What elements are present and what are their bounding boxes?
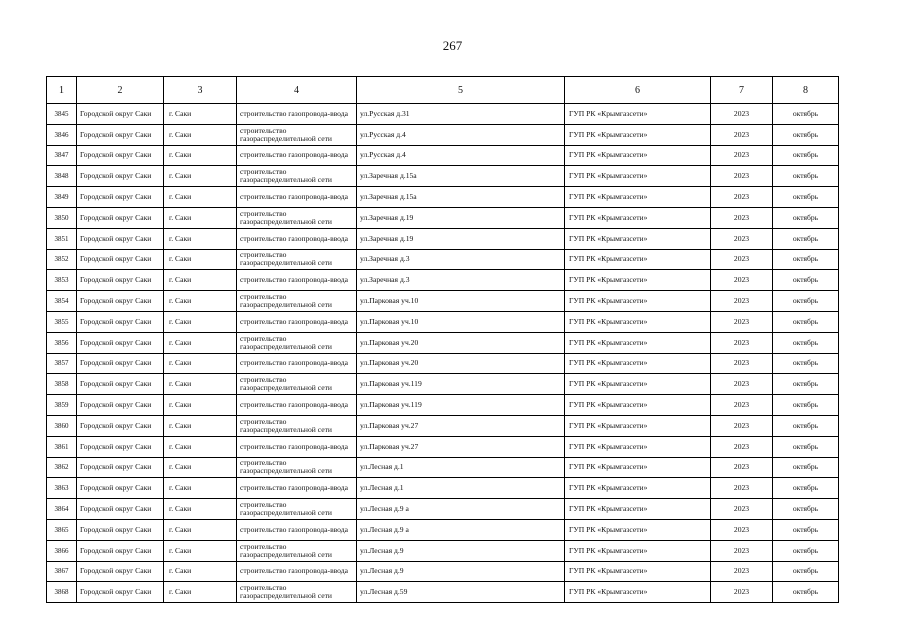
year-cell: 2023	[711, 457, 773, 478]
row-number: 3857	[47, 353, 77, 374]
work-type-cell: строительство газопровода-ввода	[237, 519, 357, 540]
month-cell: октябрь	[773, 374, 839, 395]
address-cell: ул.Заречная д.3	[357, 249, 565, 270]
row-number: 3849	[47, 187, 77, 208]
work-type-cell: строительство газораспределительной сети	[237, 415, 357, 436]
table-row	[47, 311, 839, 332]
month-cell: октябрь	[773, 353, 839, 374]
district-cell: Городской округ Саки	[77, 582, 164, 603]
work-type-cell: строительство газораспределительной сети	[237, 374, 357, 395]
address-cell: ул.Заречная д.19	[357, 207, 565, 228]
year-cell: 2023	[711, 291, 773, 312]
address-cell: ул.Парковая уч.27	[357, 415, 565, 436]
work-type-cell: строительство газопровода-ввода	[237, 436, 357, 457]
year-cell: 2023	[711, 519, 773, 540]
month-cell: октябрь	[773, 124, 839, 145]
row-number: 3859	[47, 395, 77, 416]
address-cell: ул.Заречная д.3	[357, 270, 565, 291]
city-cell: г. Саки	[164, 104, 237, 125]
organization-cell: ГУП РК «Крымгазсети»	[565, 457, 711, 478]
address-cell: ул.Лесная д.9 а	[357, 499, 565, 520]
city-cell: г. Саки	[164, 124, 237, 145]
work-type-cell: строительство газораспределительной сети	[237, 249, 357, 270]
month-cell: октябрь	[773, 270, 839, 291]
month-cell: октябрь	[773, 311, 839, 332]
organization-cell: ГУП РК «Крымгазсети»	[565, 582, 711, 603]
work-type-cell: строительство газораспределительной сети	[237, 499, 357, 520]
city-cell: г. Саки	[164, 166, 237, 187]
organization-cell: ГУП РК «Крымгазсети»	[565, 478, 711, 499]
work-type-cell: строительство газопровода-ввода	[237, 145, 357, 166]
district-cell: Городской округ Саки	[77, 374, 164, 395]
table-row	[47, 519, 839, 540]
address-cell: ул.Русская д.31	[357, 104, 565, 125]
address-cell: ул.Русская д.4	[357, 145, 565, 166]
table-row	[47, 249, 839, 270]
page-number: 267	[442, 38, 463, 53]
year-cell: 2023	[711, 124, 773, 145]
city-cell: г. Саки	[164, 478, 237, 499]
organization-cell: ГУП РК «Крымгазсети»	[565, 332, 711, 353]
city-cell: г. Саки	[164, 415, 237, 436]
table-row	[47, 374, 839, 395]
month-cell: октябрь	[773, 395, 839, 416]
district-cell: Городской округ Саки	[77, 145, 164, 166]
table-row	[47, 415, 839, 436]
month-cell: октябрь	[773, 540, 839, 561]
header-row	[47, 77, 839, 104]
month-cell: октябрь	[773, 415, 839, 436]
organization-cell: ГУП РК «Крымгазсети»	[565, 270, 711, 291]
month-cell: октябрь	[773, 519, 839, 540]
table-row	[47, 166, 839, 187]
district-cell: Городской округ Саки	[77, 332, 164, 353]
row-number: 3855	[47, 311, 77, 332]
district-cell: Городской округ Саки	[77, 311, 164, 332]
address-cell: ул.Лесная д.59	[357, 582, 565, 603]
column-header: 5	[357, 77, 565, 104]
address-cell: ул.Лесная д.1	[357, 457, 565, 478]
city-cell: г. Саки	[164, 395, 237, 416]
organization-cell: ГУП РК «Крымгазсети»	[565, 104, 711, 125]
row-number: 3861	[47, 436, 77, 457]
year-cell: 2023	[711, 187, 773, 208]
month-cell: октябрь	[773, 187, 839, 208]
row-number: 3845	[47, 104, 77, 125]
organization-cell: ГУП РК «Крымгазсети»	[565, 228, 711, 249]
district-cell: Городской округ Саки	[77, 436, 164, 457]
organization-cell: ГУП РК «Крымгазсети»	[565, 249, 711, 270]
organization-cell: ГУП РК «Крымгазсети»	[565, 374, 711, 395]
year-cell: 2023	[711, 415, 773, 436]
column-header: 8	[773, 77, 839, 104]
address-cell: ул.Лесная д.9 а	[357, 519, 565, 540]
district-cell: Городской округ Саки	[77, 478, 164, 499]
column-header: 6	[565, 77, 711, 104]
organization-cell: ГУП РК «Крымгазсети»	[565, 353, 711, 374]
row-number: 3854	[47, 291, 77, 312]
city-cell: г. Саки	[164, 457, 237, 478]
table-row	[47, 104, 839, 125]
work-type-cell: строительство газопровода-ввода	[237, 228, 357, 249]
district-cell: Городской округ Саки	[77, 270, 164, 291]
year-cell: 2023	[711, 374, 773, 395]
district-cell: Городской округ Саки	[77, 187, 164, 208]
address-cell: ул.Парковая уч.10	[357, 291, 565, 312]
row-number: 3866	[47, 540, 77, 561]
city-cell: г. Саки	[164, 249, 237, 270]
year-cell: 2023	[711, 270, 773, 291]
table-row	[47, 561, 839, 582]
address-cell: ул.Парковая уч.119	[357, 395, 565, 416]
table-row	[47, 353, 839, 374]
city-cell: г. Саки	[164, 582, 237, 603]
organization-cell: ГУП РК «Крымгазсети»	[565, 207, 711, 228]
year-cell: 2023	[711, 104, 773, 125]
organization-cell: ГУП РК «Крымгазсети»	[565, 436, 711, 457]
city-cell: г. Саки	[164, 540, 237, 561]
city-cell: г. Саки	[164, 519, 237, 540]
organization-cell: ГУП РК «Крымгазсети»	[565, 395, 711, 416]
year-cell: 2023	[711, 145, 773, 166]
year-cell: 2023	[711, 311, 773, 332]
district-cell: Городской округ Саки	[77, 124, 164, 145]
work-type-cell: строительство газопровода-ввода	[237, 187, 357, 208]
table-row	[47, 582, 839, 603]
month-cell: октябрь	[773, 457, 839, 478]
table-row	[47, 207, 839, 228]
district-cell: Городской округ Саки	[77, 353, 164, 374]
year-cell: 2023	[711, 561, 773, 582]
month-cell: октябрь	[773, 291, 839, 312]
organization-cell: ГУП РК «Крымгазсети»	[565, 561, 711, 582]
month-cell: октябрь	[773, 436, 839, 457]
year-cell: 2023	[711, 436, 773, 457]
address-cell: ул.Парковая уч.119	[357, 374, 565, 395]
year-cell: 2023	[711, 166, 773, 187]
work-type-cell: строительство газораспределительной сети	[237, 291, 357, 312]
year-cell: 2023	[711, 332, 773, 353]
city-cell: г. Саки	[164, 291, 237, 312]
city-cell: г. Саки	[164, 353, 237, 374]
city-cell: г. Саки	[164, 374, 237, 395]
work-type-cell: строительство газопровода-ввода	[237, 104, 357, 125]
address-cell: ул.Заречная д.15а	[357, 187, 565, 208]
table-row	[47, 228, 839, 249]
column-header: 4	[237, 77, 357, 104]
district-cell: Городской округ Саки	[77, 166, 164, 187]
month-cell: октябрь	[773, 332, 839, 353]
row-number: 3856	[47, 332, 77, 353]
month-cell: октябрь	[773, 561, 839, 582]
year-cell: 2023	[711, 395, 773, 416]
work-type-cell: строительство газораспределительной сети	[237, 124, 357, 145]
work-type-cell: строительство газораспределительной сети	[237, 457, 357, 478]
year-cell: 2023	[711, 499, 773, 520]
column-header: 1	[47, 77, 77, 104]
table-row	[47, 187, 839, 208]
district-cell: Городской округ Саки	[77, 395, 164, 416]
address-cell: ул.Парковая уч.20	[357, 353, 565, 374]
row-number: 3858	[47, 374, 77, 395]
registry-table	[46, 76, 839, 603]
district-cell: Городской округ Саки	[77, 207, 164, 228]
organization-cell: ГУП РК «Крымгазсети»	[565, 540, 711, 561]
month-cell: октябрь	[773, 104, 839, 125]
column-header: 3	[164, 77, 237, 104]
city-cell: г. Саки	[164, 228, 237, 249]
row-number: 3860	[47, 415, 77, 436]
organization-cell: ГУП РК «Крымгазсети»	[565, 311, 711, 332]
work-type-cell: строительство газопровода-ввода	[237, 270, 357, 291]
work-type-cell: строительство газопровода-ввода	[237, 478, 357, 499]
city-cell: г. Саки	[164, 145, 237, 166]
city-cell: г. Саки	[164, 187, 237, 208]
city-cell: г. Саки	[164, 270, 237, 291]
month-cell: октябрь	[773, 499, 839, 520]
district-cell: Городской округ Саки	[77, 249, 164, 270]
year-cell: 2023	[711, 249, 773, 270]
work-type-cell: строительство газораспределительной сети	[237, 166, 357, 187]
district-cell: Городской округ Саки	[77, 540, 164, 561]
table-row	[47, 499, 839, 520]
work-type-cell: строительство газопровода-ввода	[237, 561, 357, 582]
year-cell: 2023	[711, 478, 773, 499]
address-cell: ул.Лесная д.9	[357, 540, 565, 561]
work-type-cell: строительство газораспределительной сети	[237, 332, 357, 353]
month-cell: октябрь	[773, 478, 839, 499]
address-cell: ул.Заречная д.19	[357, 228, 565, 249]
district-cell: Городской округ Саки	[77, 104, 164, 125]
row-number: 3863	[47, 478, 77, 499]
row-number: 3850	[47, 207, 77, 228]
year-cell: 2023	[711, 582, 773, 603]
row-number: 3865	[47, 519, 77, 540]
column-header: 2	[77, 77, 164, 104]
row-number: 3851	[47, 228, 77, 249]
work-type-cell: строительство газораспределительной сети	[237, 207, 357, 228]
month-cell: октябрь	[773, 249, 839, 270]
row-number: 3847	[47, 145, 77, 166]
table-row	[47, 270, 839, 291]
address-cell: ул.Лесная д.9	[357, 561, 565, 582]
district-cell: Городской округ Саки	[77, 561, 164, 582]
city-cell: г. Саки	[164, 311, 237, 332]
row-number: 3867	[47, 561, 77, 582]
district-cell: Городской округ Саки	[77, 415, 164, 436]
address-cell: ул.Парковая уч.20	[357, 332, 565, 353]
row-number: 3868	[47, 582, 77, 603]
month-cell: октябрь	[773, 145, 839, 166]
district-cell: Городской округ Саки	[77, 457, 164, 478]
work-type-cell: строительство газопровода-ввода	[237, 353, 357, 374]
row-number: 3852	[47, 249, 77, 270]
organization-cell: ГУП РК «Крымгазсети»	[565, 415, 711, 436]
table-row	[47, 540, 839, 561]
table-row	[47, 457, 839, 478]
row-number: 3864	[47, 499, 77, 520]
district-cell: Городской округ Саки	[77, 291, 164, 312]
month-cell: октябрь	[773, 166, 839, 187]
district-cell: Городской округ Саки	[77, 499, 164, 520]
district-cell: Городской округ Саки	[77, 519, 164, 540]
work-type-cell: строительство газопровода-ввода	[237, 395, 357, 416]
work-type-cell: строительство газораспределительной сети	[237, 582, 357, 603]
year-cell: 2023	[711, 353, 773, 374]
row-number: 3846	[47, 124, 77, 145]
address-cell: ул.Парковая уч.10	[357, 311, 565, 332]
table-row	[47, 395, 839, 416]
organization-cell: ГУП РК «Крымгазсети»	[565, 187, 711, 208]
table-row	[47, 145, 839, 166]
table-row	[47, 291, 839, 312]
address-cell: ул.Заречная д.15а	[357, 166, 565, 187]
organization-cell: ГУП РК «Крымгазсети»	[565, 166, 711, 187]
year-cell: 2023	[711, 228, 773, 249]
organization-cell: ГУП РК «Крымгазсети»	[565, 519, 711, 540]
city-cell: г. Саки	[164, 332, 237, 353]
organization-cell: ГУП РК «Крымгазсети»	[565, 124, 711, 145]
work-type-cell: строительство газопровода-ввода	[237, 311, 357, 332]
address-cell: ул.Русская д.4	[357, 124, 565, 145]
year-cell: 2023	[711, 540, 773, 561]
row-number: 3853	[47, 270, 77, 291]
row-number: 3862	[47, 457, 77, 478]
table-body	[47, 77, 839, 603]
column-header: 7	[711, 77, 773, 104]
organization-cell: ГУП РК «Крымгазсети»	[565, 291, 711, 312]
table-row	[47, 124, 839, 145]
organization-cell: ГУП РК «Крымгазсети»	[565, 499, 711, 520]
organization-cell: ГУП РК «Крымгазсети»	[565, 145, 711, 166]
table-row	[47, 478, 839, 499]
table-row	[47, 436, 839, 457]
city-cell: г. Саки	[164, 436, 237, 457]
address-cell: ул.Парковая уч.27	[357, 436, 565, 457]
row-number: 3848	[47, 166, 77, 187]
work-type-cell: строительство газораспределительной сети	[237, 540, 357, 561]
year-cell: 2023	[711, 207, 773, 228]
address-cell: ул.Лесная д.1	[357, 478, 565, 499]
table-row	[47, 332, 839, 353]
district-cell: Городской округ Саки	[77, 228, 164, 249]
city-cell: г. Саки	[164, 499, 237, 520]
month-cell: октябрь	[773, 582, 839, 603]
city-cell: г. Саки	[164, 207, 237, 228]
month-cell: октябрь	[773, 207, 839, 228]
city-cell: г. Саки	[164, 561, 237, 582]
month-cell: октябрь	[773, 228, 839, 249]
